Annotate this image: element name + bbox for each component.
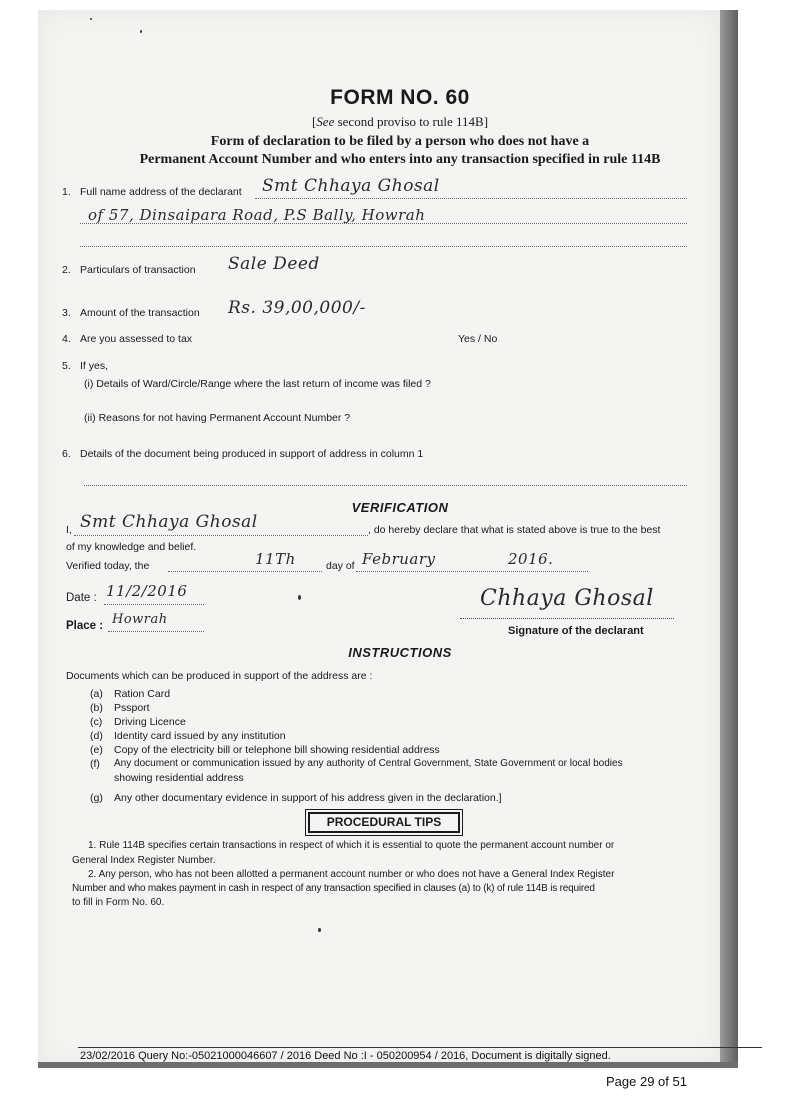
signature-label: Signature of the declarant (508, 625, 644, 637)
scanned-page (38, 10, 720, 1068)
place-value: Howrah (112, 612, 168, 627)
form-subtitle-2: Permanent Account Number and who enters into any transaction specified in rule 114B (139, 152, 661, 167)
tip-1-line-2: General Index Register Number. (72, 855, 216, 866)
proviso-bracket: [ (311, 114, 317, 129)
proviso-see: See (316, 114, 335, 129)
verified-day-of: day of (326, 560, 355, 572)
verification-i: I, (66, 524, 72, 536)
form-title: FORM NO. 60 (330, 86, 470, 109)
field-5-i: (i) Details of Ward/Circle/Range where the last return of income was filed ? (84, 378, 431, 390)
field-2-value: Sale Deed (228, 254, 320, 274)
verified-day-dotline (168, 571, 322, 572)
verification-heading: VERIFICATION (351, 500, 449, 515)
place-dotline (108, 631, 204, 632)
field-6-number: 6. (62, 448, 71, 460)
instruction-key: (a) (90, 688, 103, 700)
field-5-label: If yes, (80, 360, 109, 372)
field-6-dotline (84, 485, 687, 486)
date-value: 11/2/2016 (106, 582, 188, 600)
page-bottom-edge (38, 1062, 738, 1068)
verified-year-value: 2016. (508, 550, 554, 568)
instruction-key: (g) (90, 792, 103, 804)
footer-rule (78, 1047, 762, 1048)
place-label: Place : (66, 620, 104, 632)
field-4-number: 4. (62, 333, 71, 345)
instruction-text: Any other documentary evidence in support of his address given in the declaration.] (114, 792, 502, 804)
scan-speck (90, 18, 92, 20)
signature-dotline (460, 618, 674, 619)
instruction-text: Ration Card (114, 688, 171, 700)
field-3-number: 3. (62, 307, 71, 319)
instructions-heading: INSTRUCTIONS (348, 645, 452, 660)
field-1-label: Full name address of the declarant (80, 186, 242, 198)
declarant-signature: Chhaya Ghosal (480, 586, 654, 611)
verified-month-value: February (362, 550, 436, 568)
verified-day-value: 11Th (255, 550, 296, 568)
verification-name: Smt Chhaya Ghosal (80, 512, 258, 532)
page-edge-shadow (720, 10, 738, 1068)
verified-label: Verified today, the (66, 560, 150, 572)
instruction-text: Driving Licence (114, 716, 186, 728)
field-3-value: Rs. 39,00,000/- (228, 298, 366, 318)
page-number: Page 29 of 51 (606, 1074, 687, 1089)
field-4-label: Are you assessed to tax (80, 333, 193, 345)
procedural-tips-heading: PROCEDURAL TIPS (308, 812, 460, 833)
field-5-number: 5. (62, 360, 71, 372)
instruction-key: (c) (90, 716, 103, 728)
date-label: Date : (66, 592, 97, 604)
verification-declare-2: of my knowledge and belief. (66, 541, 197, 553)
field-1-dotline (255, 198, 687, 199)
scan-speck (318, 928, 321, 932)
field-6-label: Details of the document being produced in support of address in column 1 (80, 448, 424, 460)
tip-1-line-1: 1. Rule 114B specifies certain transactions in respect of which it is essential to quote the permanent account number or (88, 840, 615, 851)
instruction-text: Copy of the electricity bill or telephone bill showing residential address (114, 744, 440, 756)
verification-name-dotline (74, 535, 368, 536)
scan-speck (298, 595, 301, 600)
tip-2-line-1: 2. Any person, who has not been allotted a permanent account number or who does not have a General Index Register (88, 869, 615, 880)
instruction-text: showing residential address (114, 772, 244, 784)
scan-speck (140, 30, 142, 33)
footer-query-text: 23/02/2016 Query No:-05021000046607 / 2016 Deed No :I - 050200954 / 2016, Document is digitally signed. (80, 1050, 611, 1062)
field-3-label: Amount of the transaction (80, 307, 200, 319)
instructions-intro: Documents which can be produced in support of the address are : (66, 670, 373, 682)
verification-declare: , do hereby declare that what is stated above is true to the best (368, 524, 661, 536)
instruction-key: (d) (90, 730, 103, 742)
verified-month-dotline (356, 571, 588, 572)
field-1-name-value: Smt Chhaya Ghosal (262, 176, 440, 196)
field-1-number: 1. (62, 186, 71, 198)
field-5-ii: (ii) Reasons for not having Permanent Account Number ? (84, 412, 351, 424)
date-dotline (104, 604, 204, 605)
form-subtitle-1: Form of declaration to be filed by a person who does not have a (210, 134, 590, 149)
proviso-text: second proviso to rule 114B] (337, 114, 489, 129)
instruction-key: (b) (90, 702, 103, 714)
field-4-yes-no: Yes / No (458, 333, 498, 345)
field-2-number: 2. (62, 264, 71, 276)
instruction-key: (f) (90, 758, 100, 770)
instruction-key: (e) (90, 744, 103, 756)
instruction-text: Identity card issued by any institution (114, 730, 286, 742)
field-1-dotline-3 (80, 246, 687, 247)
tip-2-line-3: to fill in Form No. 60. (72, 897, 165, 908)
instruction-text: Any document or communication issued by any authority of Central Government, State Government or local bodies (114, 758, 623, 769)
instruction-text: Pssport (114, 702, 150, 714)
field-2-label: Particulars of transaction (80, 264, 196, 276)
tip-2-line-2: Number and who makes payment in cash in respect of any transaction specified in clauses (a) to (k) of rule 114B is required (72, 883, 595, 894)
form-proviso (0, 114, 800, 130)
field-1-address-value: of 57, Dinsaipara Road, P.S Bally, Howrah (88, 206, 426, 224)
